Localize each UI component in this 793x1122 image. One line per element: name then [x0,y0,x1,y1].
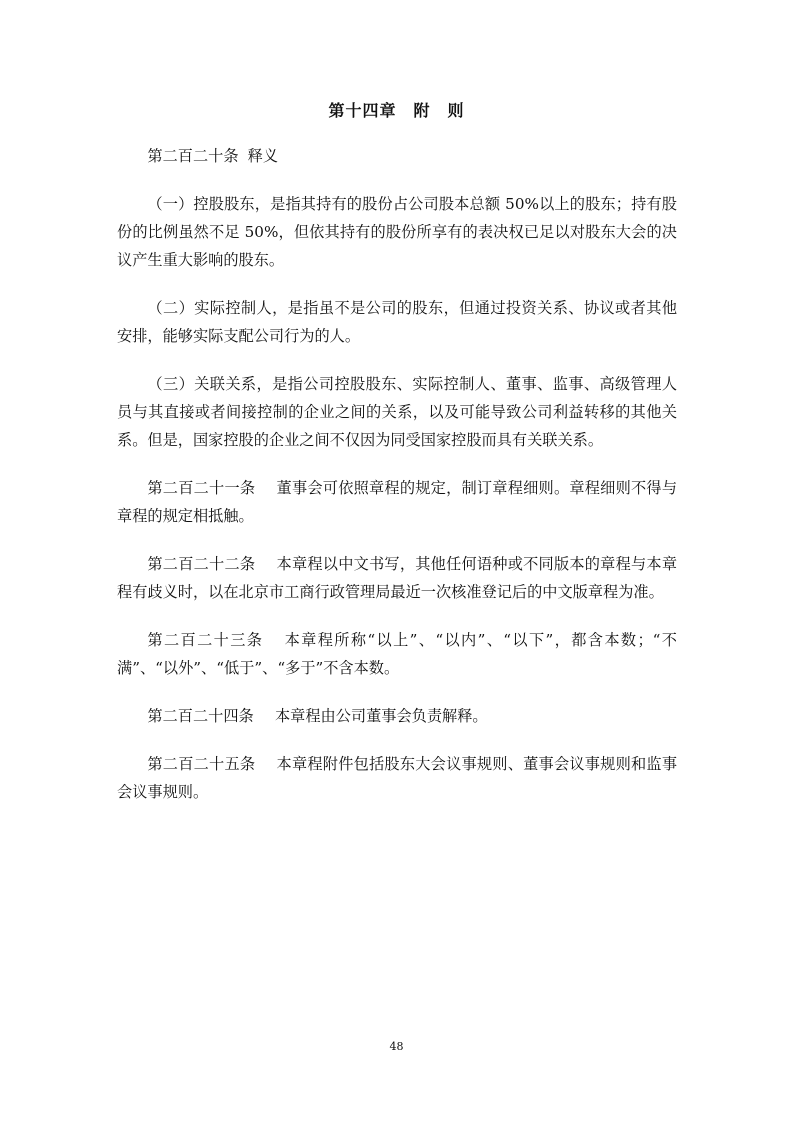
article-text: 本章程附件包括股东大会议事规则、董事会议事规则和监事会议事规则。 [117,755,678,801]
page-number: 48 [389,1040,404,1053]
article-number: 第二百二十四条 [147,707,254,725]
article-title: 释义 [247,147,278,165]
definition-actual-controller: （二）实际控制人，是指虽不是公司的股东，但通过投资关系、协议或者其他安排，能够实际支配公司行为的人。 [117,299,677,345]
definition-controlling-shareholder: （一）控股股东，是指其持有的股份占公司股本总额 50%以上的股东；持有股份的比例虽然不足 50%，但依其持有的股份所享有的表决权已足以对股东大会的决议产生重大影响的股东。 [117,195,677,269]
document-body [117,142,677,826]
article-text: 本章程以中文书写，其他任何语种或不同版本的章程与本章程有歧义时，以在北京市工商行政管理局最近一次核准登记后的中文版章程为准。 [117,555,678,601]
article-222 [117,550,677,606]
article-text: 本章程所称“以上”、“以内”、“以下”，都含本数；“不满”、“以外”、“低于”、“多于”不含本数。 [117,631,677,677]
article-number: 第二百二十三条 [147,631,264,649]
definition-related-relationship: （三）关联关系，是指公司控股股东、实际控制人、董事、监事、高级管理人员与其直接或者间接控制的企业之间的关系，以及可能导致公司利益转移的其他关系。但是，国家控股的企业之间不仅因为同受国家控股而具有关联关系。 [117,375,677,449]
article-number: 第二百二十五条 [147,755,256,773]
article-text: 本章程由公司董事会负责解释。 [274,707,488,725]
article-224 [117,702,677,730]
article-number: 第二百二十一条 [147,479,256,497]
article-number: 第二百二十条 [147,147,239,165]
article-number: 第二百二十二条 [147,555,256,573]
article-text: 董事会可依照章程的规定，制订章程细则。章程细则不得与章程的规定相抵触。 [117,479,678,525]
chapter-title: 第十四章 附 则 [328,101,465,120]
article-223 [117,626,677,682]
article-220-heading [117,142,677,170]
article-221 [117,474,677,530]
article-225 [117,750,677,806]
